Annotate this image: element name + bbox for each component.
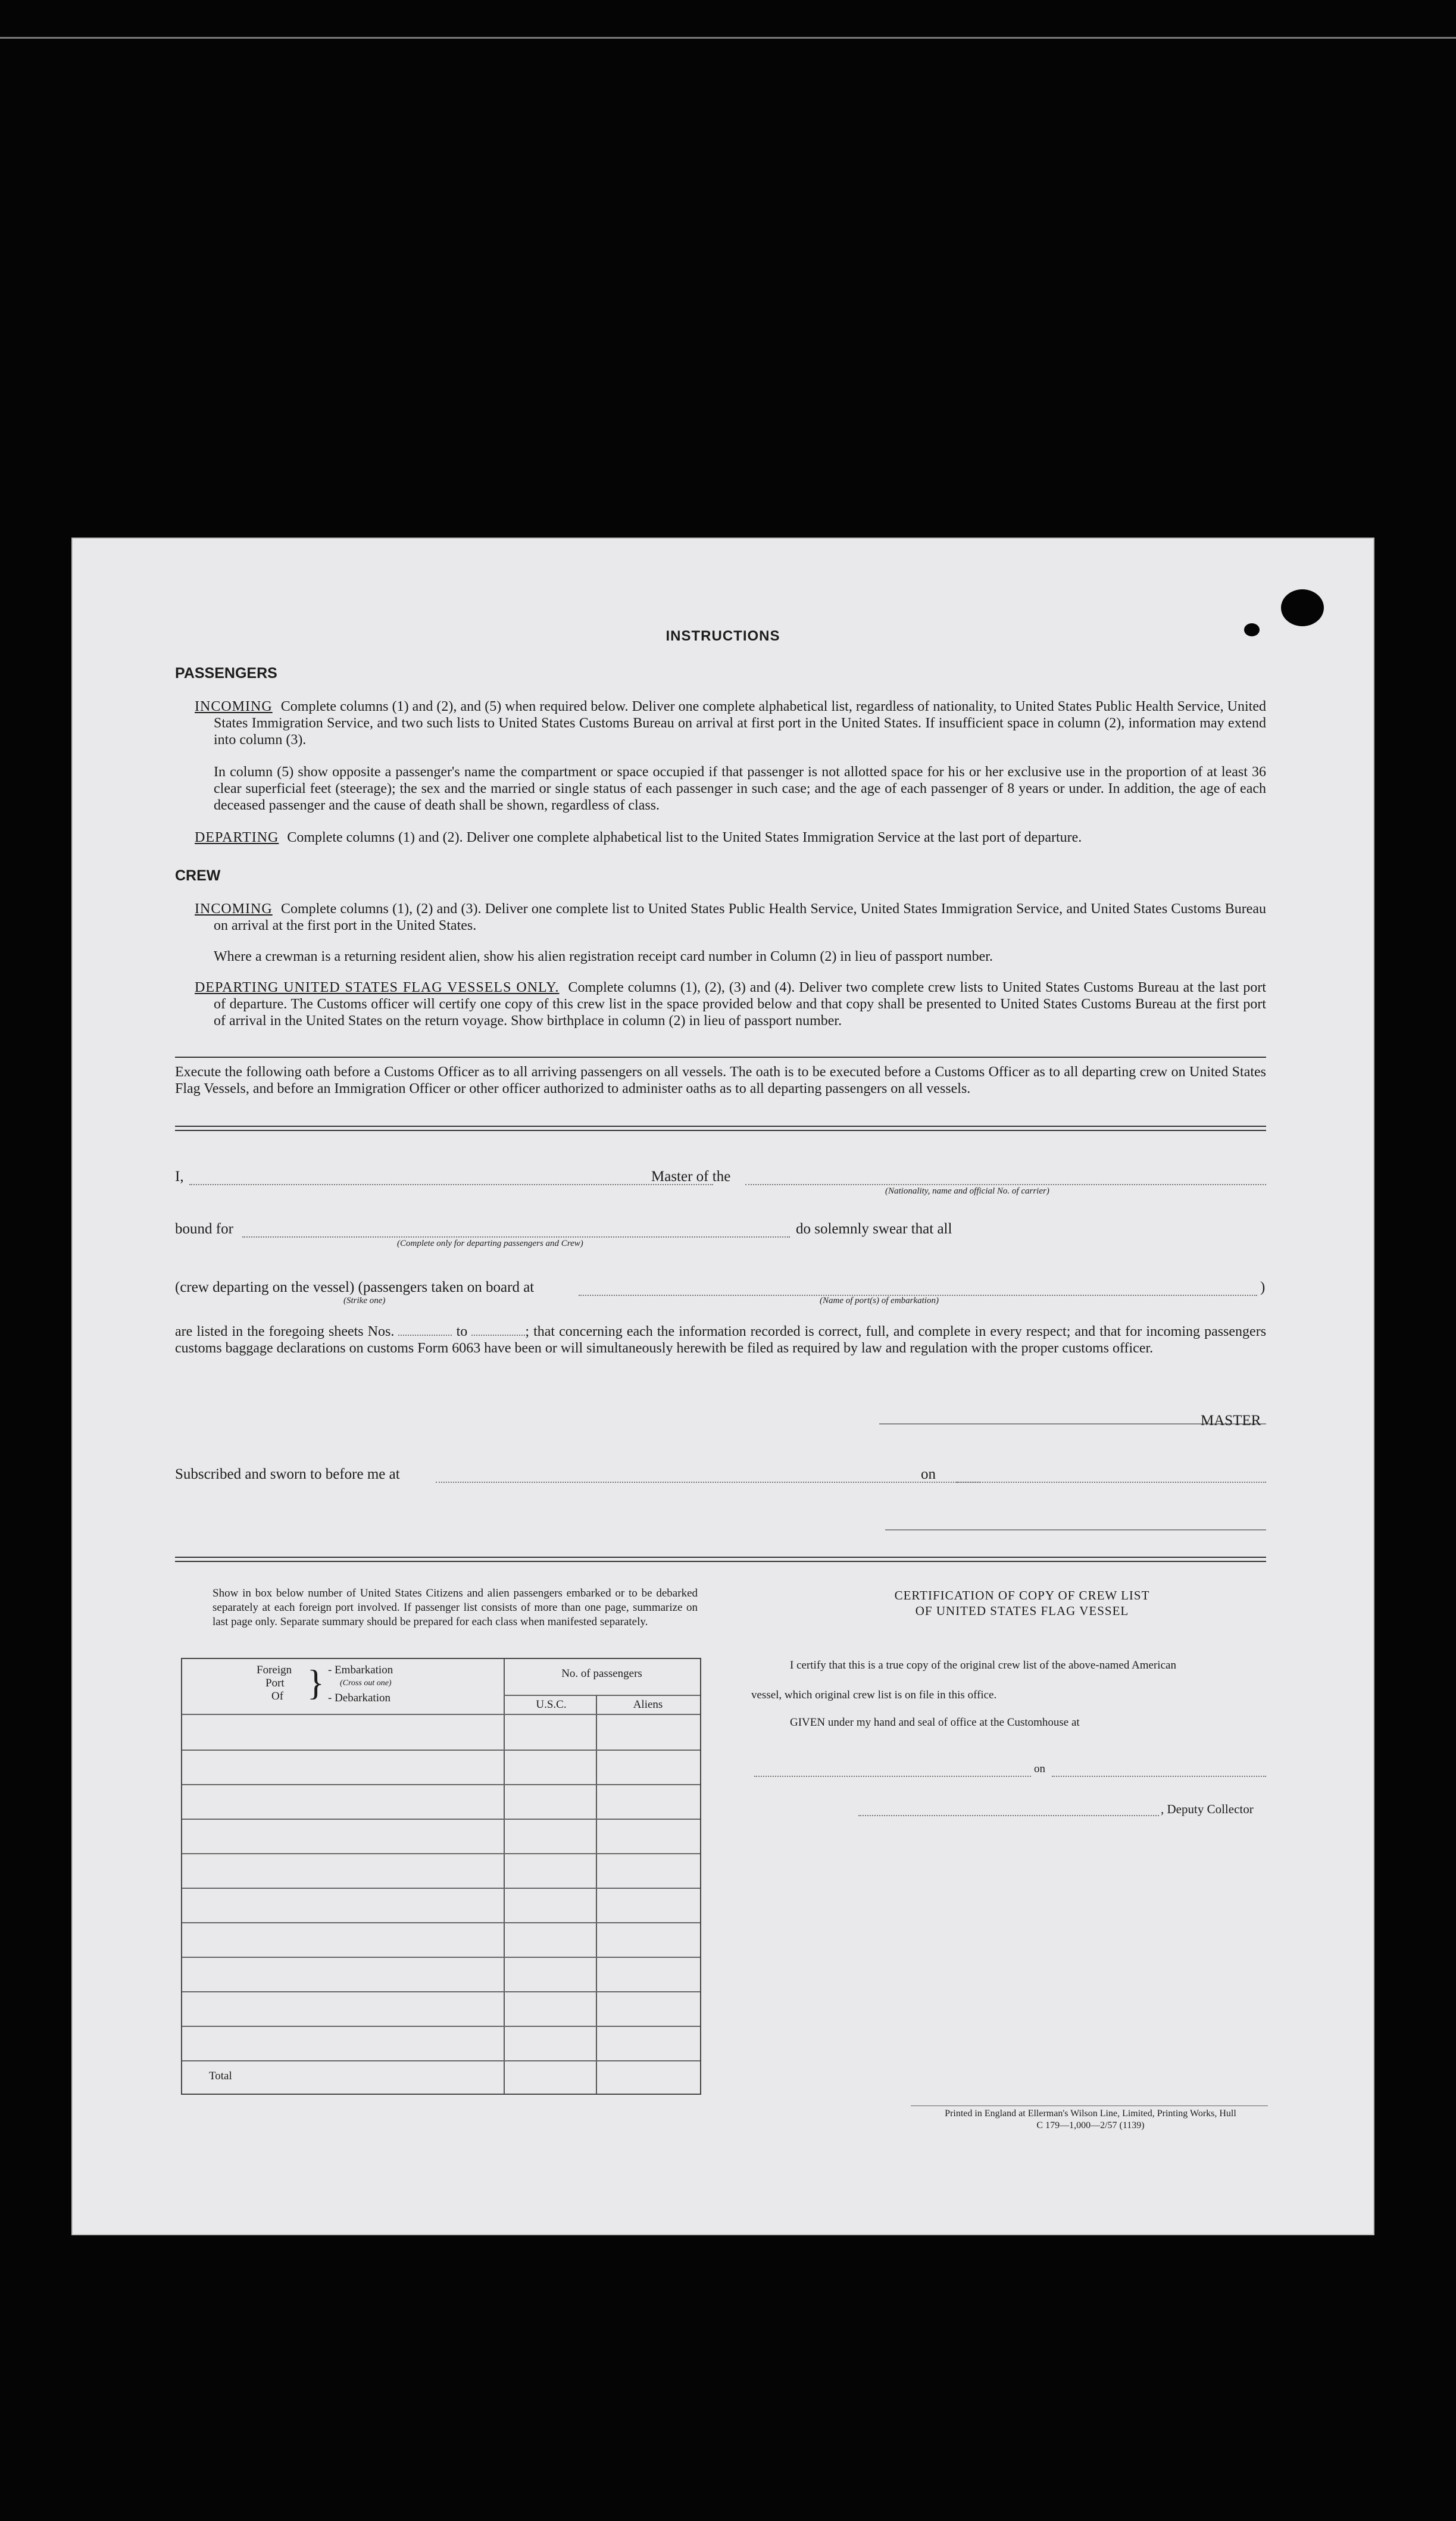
foreign-header: Foreign <box>257 1664 292 1676</box>
aliens-header: Aliens <box>633 1698 663 1711</box>
debarkation-option[interactable]: - Debarkation <box>328 1692 390 1704</box>
double-rule <box>175 1557 1266 1562</box>
cert-date-field[interactable] <box>1052 1776 1266 1777</box>
sworn-on-label: on <box>921 1466 936 1482</box>
table-column-divider <box>596 1695 597 2094</box>
brace-glyph: } <box>307 1663 324 1702</box>
crew-incoming-label: INCOMING <box>195 901 273 917</box>
passengers-heading: PASSENGERS <box>175 665 277 682</box>
footer-rule <box>911 2105 1268 2106</box>
port-header: Port <box>265 1677 285 1689</box>
flag-vessels-text: Complete columns (1), (2), (3) and (4). Deliver two complete crew lists to United States Customs Bureau at the last port of departure. The Customs officer will certify one copy of this crew list in the space provided below and that copy shall be presented to United States Customs Bureau at the first port of arrival in the United States on the return voyage. Show birthplace in column (2) in lieu of passport number. <box>214 980 1267 1029</box>
swear-label: do solemnly swear that all <box>796 1221 952 1237</box>
form-code: C 179—1,000—2/57 (1139) <box>1036 2120 1145 2130</box>
table-row-line <box>182 1819 700 1820</box>
departing-text: Complete columns (1) and (2). Deliver one complete alphabetical list to the United States Immigration Service at the last port of departure. <box>287 830 1082 845</box>
to-label: to <box>456 1324 468 1339</box>
master-label: MASTER <box>1201 1413 1261 1429</box>
flag-vessels-label: DEPARTING UNITED STATES FLAG VESSELS ONLY. <box>195 980 560 995</box>
crew-heading: CREW <box>175 867 221 884</box>
crew-incoming-text: Complete columns (1), (2) and (3). Deliver one complete list to United States Public Health Service, United States Immigration Service, and United States Customs Bureau on arrival at the first port in the United States. <box>214 901 1267 933</box>
table-row-line <box>182 1888 700 1889</box>
i-label: I, <box>175 1169 184 1185</box>
table-row-line <box>182 1991 700 1992</box>
deputy-collector-signature[interactable] <box>858 1815 1159 1816</box>
sworn-place-field[interactable] <box>436 1482 980 1483</box>
table-row-line <box>182 1784 700 1785</box>
subscribed-label: Subscribed and sworn to before me at <box>175 1466 400 1482</box>
master-of-label: Master of the <box>651 1169 731 1185</box>
listed-label: are listed in the foregoing sheets Nos. <box>175 1324 395 1339</box>
section-divider <box>175 1057 1266 1058</box>
printer-footer <box>894 2108 1287 2132</box>
total-label: Total <box>209 2070 232 2082</box>
of-header: Of <box>271 1690 284 1702</box>
table-row-line <box>182 2060 700 2061</box>
departing-caption: (Complete only for departing passengers and Crew) <box>397 1239 583 1248</box>
usc-header: U.S.C. <box>536 1698 567 1711</box>
table-row-line <box>182 2026 700 2027</box>
incoming-label: INCOMING <box>195 699 273 714</box>
table-column-divider <box>504 1659 505 2094</box>
table-row-line <box>182 1957 700 1958</box>
departing-label: DEPARTING <box>195 830 279 845</box>
embarkation-option[interactable]: - Embarkation <box>328 1664 393 1676</box>
sheet-to-field[interactable] <box>471 1335 525 1336</box>
listed-rest: ; that concerning each the information recorded is correct, full, and complete in every respect; and that for incoming passengers customs baggage declarations on customs Form 6063 have been or will simultaneously herewith be filed as required by law and regulation with the proper customs officer. <box>175 1324 1267 1356</box>
nationality-caption: (Nationality, name and official No. of carrier) <box>885 1186 1049 1196</box>
close-paren: ) <box>1260 1279 1266 1295</box>
customhouse-field[interactable] <box>754 1776 1031 1777</box>
film-edge-line <box>0 37 1456 39</box>
table-row-line <box>182 1750 700 1751</box>
incoming-text: Complete columns (1) and (2), and (5) when required below. Deliver one complete alphabetical list, regardless of nationality, to United States Public Health Service, United States Immigration Service, and two such lists to United States Customs Bureau on arrival at first port in the United States. If insufficient space in column (2), information may extend into column (3). <box>214 699 1266 748</box>
certification-heading-line-1: CERTIFICATION OF COPY OF CREW LIST <box>894 1588 1150 1602</box>
bound-for-label: bound for <box>175 1221 233 1237</box>
master-name-field[interactable] <box>189 1184 713 1185</box>
certification-heading-line-2: OF UNITED STATES FLAG VESSEL <box>915 1604 1129 1618</box>
cross-out-caption: (Cross out one) <box>340 1679 392 1688</box>
passenger-summary-table <box>181 1658 701 2095</box>
ports-caption: (Name of port(s) of embarkation) <box>820 1296 939 1305</box>
given-line: GIVEN under my hand and seal of office at the Customhouse at <box>790 1716 1080 1729</box>
double-rule <box>175 1126 1266 1131</box>
document-page <box>73 539 1373 2234</box>
printer-line: Printed in England at Ellerman's Wilson Line, Limited, Printing Works, Hull <box>945 2108 1236 2119</box>
instructions-title: INSTRUCTIONS <box>665 628 780 644</box>
listed-paragraph <box>175 1323 1266 1357</box>
officer-signature-line[interactable] <box>885 1529 1266 1530</box>
ink-blot <box>1281 589 1324 626</box>
table-row-line <box>182 1922 700 1923</box>
passengers-incoming-paragraph <box>195 698 1266 748</box>
table-row-line <box>182 1714 700 1715</box>
crewman-paragraph: Where a crewman is a returning resident alien, show his alien registration receipt card number in Column (2) in lieu of passport number. <box>214 949 993 964</box>
no-passengers-header: No. of passengers <box>561 1667 642 1680</box>
summary-note: Show in box below number of United States Citizens and alien passengers embarked or to be debarked separately at each foreign port involved. If passenger list consists of more than one page, summarize on last page only. Separate summary should be prepared for each class when manifested separately. <box>213 1587 698 1628</box>
oath-intro: Execute the following oath before a Customs Officer as to all arriving passengers on all vessels. The oath is to be executed before a Customs Officer as to all departing crew on United States Flag Vessels, and before an Immigration Officer or other officer authorized to administer oaths as to all departing passengers on all vessels. <box>175 1064 1266 1097</box>
sworn-date-field[interactable] <box>957 1482 1266 1483</box>
passengers-departing-paragraph <box>195 829 1266 846</box>
carrier-field[interactable] <box>745 1184 1266 1185</box>
strike-one-caption: (Strike one) <box>343 1296 386 1305</box>
crew-departing-label: (crew departing on the vessel) (passengers taken on board at <box>175 1279 535 1295</box>
table-header-divider <box>504 1695 700 1696</box>
flag-vessels-paragraph <box>195 979 1266 1029</box>
column5-paragraph: In column (5) show opposite a passenger's name the compartment or space occupied if that passenger is not allotted space for his or her exclusive use in the proportion of at least 36 clear superficial feet (steerage); the sex and the married or single status of each passenger in such case; and the age of each passenger of 8 years or under. In addition, the age of each deceased passenger and the cause of death shall be shown, regardless of class. <box>214 764 1266 813</box>
crew-incoming-paragraph <box>195 901 1266 934</box>
deputy-collector-label: , Deputy Collector <box>1161 1802 1254 1816</box>
sheet-from-field[interactable] <box>398 1335 452 1336</box>
certify-line-2: vessel, which original crew list is on file in this office. <box>751 1689 997 1701</box>
certify-line-1: I certify that this is a true copy of the original crew list of the above-named American <box>790 1659 1176 1672</box>
table-row-line <box>182 1853 700 1854</box>
bound-for-field[interactable] <box>242 1236 790 1238</box>
cert-on-label: on <box>1034 1763 1045 1775</box>
certification-heading <box>811 1588 1233 1619</box>
